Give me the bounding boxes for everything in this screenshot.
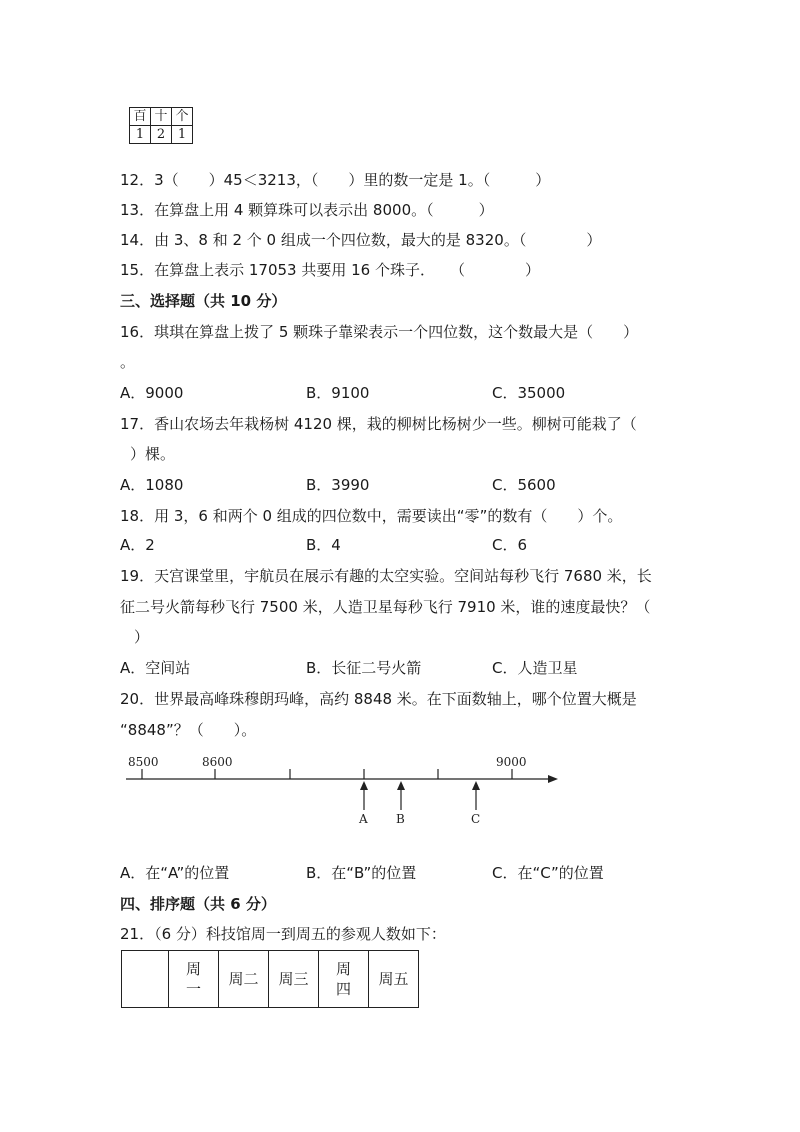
pv-header-hundreds: 百	[130, 108, 151, 126]
visitor-table	[121, 950, 419, 1008]
question-20-text: 20．世界最高峰珠穆朗玛峰，高约 8848 米。在下面数轴上，哪个位置大概是	[120, 690, 637, 708]
place-value-header-row	[130, 108, 193, 126]
number-line-arrowhead	[548, 775, 558, 783]
pv-value-tens: 2	[151, 126, 172, 144]
q18-option-b[interactable]: B．4	[306, 536, 341, 554]
q17-option-a[interactable]: A．1080	[120, 476, 184, 494]
question-20-text-cont: “8848”？（ ）。	[120, 721, 257, 739]
arrow-label-a: A	[359, 812, 368, 826]
question-16-text: 16．琪琪在算盘上拨了 5 颗珠子靠梁表示一个四位数，这个数最大是（ ）	[120, 323, 639, 341]
q19-option-b[interactable]: B．长征二号火箭	[306, 659, 422, 677]
question-15: 15．在算盘上表示 17053 共要用 16 个珠子． （ ）	[120, 261, 540, 279]
q17-option-c[interactable]: C．5600	[492, 476, 556, 494]
arrow-a-head	[360, 781, 368, 790]
q20-option-b[interactable]: B．在“B”的位置	[306, 864, 417, 882]
question-14: 14．由 3、8 和 2 个 0 组成一个四位数，最大的是 8320。（ ）	[120, 231, 602, 249]
pv-value-ones: 1	[172, 126, 193, 144]
q19-option-a[interactable]: A．空间站	[120, 659, 191, 677]
q16-option-a[interactable]: A．9000	[120, 384, 184, 402]
visitor-table-header-mon: 周一	[169, 951, 219, 1008]
question-16-text-cont: 。	[120, 353, 136, 371]
q19-option-c[interactable]: C．人造卫星	[492, 659, 578, 677]
arrow-label-b: B	[396, 812, 405, 826]
question-19-text-cont: 征二号火箭每秒飞行 7500 米，人造卫星每秒飞行 7910 米，谁的速度最快？（	[120, 598, 651, 616]
section-3-title: 三、选择题（共 10 分）	[120, 292, 287, 310]
visitor-table-header-wed: 周三	[269, 951, 319, 1008]
q20-option-a[interactable]: A．在“A”的位置	[120, 864, 230, 882]
place-value-value-row	[130, 126, 193, 144]
question-21-text: 21．（6 分）科技馆周一到周五的参观人数如下：	[120, 925, 446, 943]
question-12: 12．3（ ）45＜3213，（ ）里的数一定是 1。（ ）	[120, 171, 551, 189]
pv-header-tens: 十	[151, 108, 172, 126]
tick-label-8600: 8600	[202, 755, 233, 769]
tick-label-9000: 9000	[496, 755, 527, 769]
pv-value-hundreds: 1	[130, 126, 151, 144]
arrow-label-c: C	[471, 812, 481, 826]
q18-option-a[interactable]: A．2	[120, 536, 155, 554]
place-value-table	[129, 107, 193, 144]
number-line-figure	[120, 750, 570, 832]
tick-label-8500: 8500	[128, 755, 159, 769]
q18-option-c[interactable]: C．6	[492, 536, 528, 554]
arrow-c-head	[472, 781, 480, 790]
visitor-table-header-row	[122, 951, 419, 1008]
pv-header-ones: 个	[172, 108, 193, 126]
question-17-text-cont: ）棵。	[130, 445, 176, 463]
q20-option-c[interactable]: C．在“C”的位置	[492, 864, 604, 882]
question-17-text: 17．香山农场去年栽杨树 4120 棵，栽的柳树比杨树少一些。柳树可能栽了（	[120, 415, 637, 433]
question-13: 13．在算盘上用 4 颗算珠可以表示出 8000。（ ）	[120, 201, 494, 219]
question-19-text-cont2: ）	[134, 628, 150, 646]
visitor-table-corner-cell	[122, 951, 169, 1008]
question-18-text: 18．用 3，6 和两个 0 组成的四位数中，需要读出“零”的数有（ ）个。	[120, 507, 623, 525]
q17-option-b[interactable]: B．3990	[306, 476, 370, 494]
section-4-title: 四、排序题（共 6 分）	[120, 895, 276, 913]
visitor-table-header-thu: 周四	[319, 951, 369, 1008]
arrow-b-head	[397, 781, 405, 790]
visitor-table-header-tue: 周二	[219, 951, 269, 1008]
visitor-table-header-fri: 周五	[369, 951, 419, 1008]
question-19-text: 19．天宫课堂里，宇航员在展示有趣的太空实验。空间站每秒飞行 7680 米，长	[120, 567, 652, 585]
q16-option-b[interactable]: B．9100	[306, 384, 370, 402]
q16-option-c[interactable]: C．35000	[492, 384, 566, 402]
